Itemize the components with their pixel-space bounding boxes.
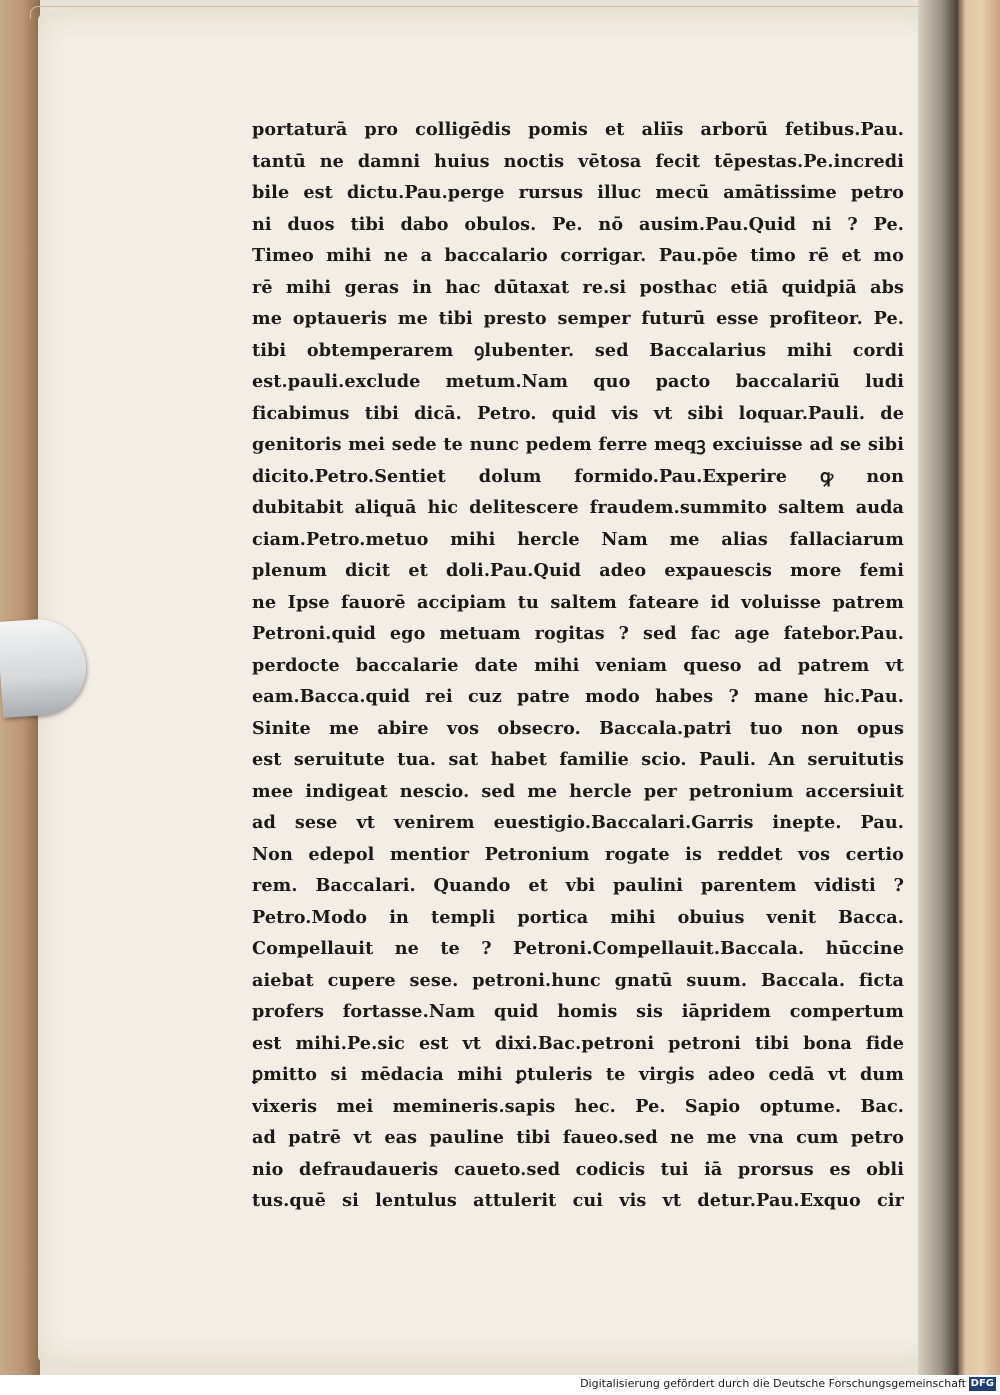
text-line: aiebat cupere sese. petroni.hunc gnatū suum. Baccala. ficta [252, 969, 904, 991]
text-line: ꝑmitto si mēdacia mihi ꝑtuleris te virgis adeo cedā vt dum [252, 1064, 904, 1085]
text-line: me optaueris me tibi presto semper futurū esse profiteor. Pe. [252, 308, 904, 329]
text-line: portaturā pro colligēdis pomis et aliīs arborū fetibus.Pau. [252, 119, 904, 140]
text-line: vixeris mei memineris.sapis hec. Pe. Sapio optume. Bac. [252, 1095, 904, 1117]
text-line: nio defraudaueris caueto.sed codicis tui iā prorsus es obli [252, 1158, 904, 1180]
text-line: ad patrē vt eas pauline tibi faueo.sed ne me vna cum petro [252, 1127, 904, 1148]
text-line: bile est dictu.Pau.perge rursus illuc mecū amātissime petro [252, 182, 904, 203]
text-line: est.pauli.exclude metum.Nam quo pacto baccalariū ludi [252, 371, 904, 392]
dfg-logo-icon: DFG [970, 1378, 994, 1389]
book-gutter [918, 0, 960, 1375]
text-line: Non edepol mentior Petronium rogate is reddet vos certio [252, 843, 904, 865]
text-line: ad sese vt venirem euestigio.Baccalari.Garris inepte. Pau. [252, 812, 904, 833]
text-line: mee indigeat nescio. sed me hercle per petronium accersiuit [252, 780, 904, 802]
text-line: Petroni.quid ego metuam rogitas ? sed fac age fatebor.Pau. [252, 623, 904, 644]
text-line: Compellauit ne te ? Petroni.Compellauit.Baccala. hūccine [252, 938, 904, 959]
text-line: eam.Bacca.quid rei cuz patre modo habes ? mane hic.Pau. [252, 686, 904, 707]
text-line: rem. Baccalari. Quando et vbi paulini parentem vidisti ? [252, 875, 904, 896]
text-line: Timeo mihi ne a baccalario corrigar. Pau.pōe timo rē et mo [252, 245, 904, 266]
blackletter-text-block [252, 114, 904, 1217]
text-line: ficabimus tibi dicā. Petro. quid vis vt sibi loquar.Pauli. de [252, 402, 904, 424]
text-line: ciam.Petro.metuo mihi hercle Nam me alias fallaciarum [252, 528, 904, 550]
footer-bar [0, 1375, 1000, 1395]
text-line: est mihi.Pe.sic est vt dixi.Bac.petroni petroni tibi bona fide [252, 1032, 904, 1054]
text-line: tus.quē si lentulus attulerit cui vis vt detur.Pau.Exquo cir [252, 1190, 904, 1211]
text-line: profers fortasse.Nam quid homis sis iāpridem compertum [252, 1001, 904, 1022]
right-cover-board [958, 0, 1000, 1375]
text-line: tantū ne damni huius noctis vētosa fecit tēpestas.Pe.incredi [252, 150, 904, 172]
text-line: Petro.Modo in templi portica mihi obuius venit Bacca. [252, 906, 904, 928]
text-line: plenum dicit et doli.Pau.Quid adeo expauescis more femi [252, 560, 904, 581]
text-line: ne Ipse fauorē accipiam tu saltem fateare id voluisse patrem [252, 591, 904, 613]
text-line: dicito.Petro.Sentiet dolum formido.Pau.Experire ꝙ non [252, 465, 904, 487]
funding-credit: Digitalisierung gefördert durch die Deutsche Forschungsgemeinschaft [580, 1377, 966, 1390]
text-line: genitoris mei sede te nunc pedem ferre meqꝫ exciuisse ad se sibi [252, 434, 904, 455]
text-line: rē mihi geras in hac dūtaxat re.si posthac etiā quidpiā abs [252, 276, 904, 298]
text-line: tibi obtemperarem ꝯlubenter. sed Baccalarius mihi cordi [252, 339, 904, 361]
text-line: est seruitute tua. sat habet familie scio. Pauli. An seruitutis [252, 749, 904, 770]
text-line: dubitabit aliquā hic delitescere fraudem.summito saltem auda [252, 497, 904, 518]
text-line: perdocte baccalarie date mihi veniam queso ad patrem vt [252, 654, 904, 676]
text-line: ni duos tibi dabo obulos. Pe. nō ausim.Pau.Quid ni ? Pe. [252, 213, 904, 235]
text-line: Sinite me abire vos obsecro. Baccala.patri tuo non opus [252, 717, 904, 739]
